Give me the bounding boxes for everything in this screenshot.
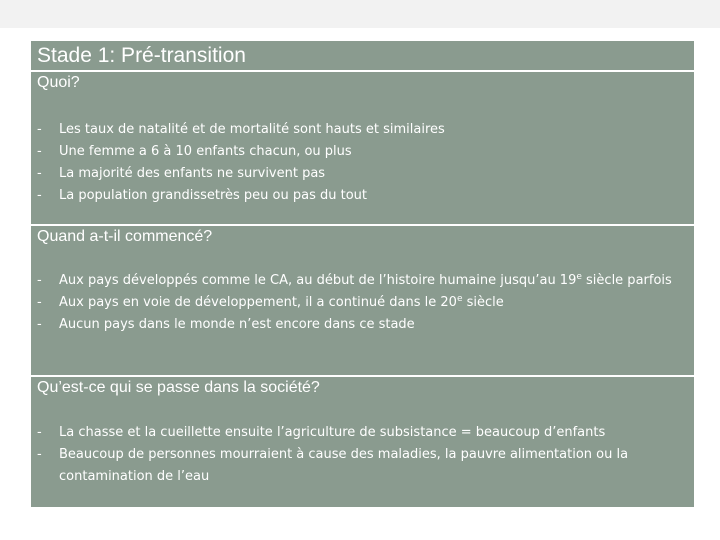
bullet-dash: -	[37, 144, 42, 159]
bullet-text: Beaucoup de personnes mourraient à cause des maladies, la pauvre alimentation ou la contamination de l’eau	[59, 447, 629, 484]
bullet-list	[31, 422, 694, 488]
list-item	[31, 270, 694, 292]
list-item	[31, 119, 694, 141]
bullet-text: La majorité des enfants ne survivent pas	[59, 166, 326, 181]
bullet-dash: -	[37, 317, 42, 332]
top-band	[0, 0, 720, 28]
slide-table	[31, 41, 694, 507]
bullet-list	[31, 270, 694, 336]
list-item	[31, 314, 694, 336]
list-item	[31, 185, 694, 207]
bullet-text: Les taux de natalité et de mortalité sont hauts et similaires	[59, 122, 445, 137]
section-heading: Quoi?	[37, 74, 80, 91]
superscript: e	[576, 272, 582, 282]
list-item	[31, 141, 694, 163]
bullet-dash: -	[37, 122, 42, 137]
bullet-dash: -	[37, 188, 42, 203]
bullet-dash: -	[37, 273, 42, 288]
bullet-dash: -	[37, 447, 42, 462]
bullet-dash: -	[37, 295, 42, 310]
bullet-dash: -	[37, 166, 42, 181]
title-row	[31, 41, 694, 72]
bullet-list	[31, 119, 694, 207]
superscript: e	[456, 294, 463, 304]
list-item	[31, 292, 694, 314]
list-item	[31, 444, 694, 488]
section-heading: Qu’est-ce qui se passe dans la société?	[37, 379, 320, 396]
bullet-text: Aux pays développés comme le CA, au début de l’histoire humaine jusqu’au 19	[59, 273, 577, 288]
section-quoi	[31, 72, 694, 226]
list-item	[31, 163, 694, 185]
bullet-text: La population grandissetrès peu ou pas du tout	[59, 188, 368, 203]
bullet-text-tail: siècle parfois	[581, 273, 672, 288]
bullet-text: La chasse et la cueillette ensuite l’agriculture de subsistance = beaucoup d’enfants	[59, 425, 606, 440]
bullet-text: Une femme a 6 à 10 enfants chacun, ou plus	[59, 144, 352, 159]
slide-title: Stade 1: Pré-transition	[37, 44, 246, 67]
bullet-dash: -	[37, 425, 42, 440]
bullet-text-tail: siècle	[462, 295, 504, 310]
section-heading: Quand a-t-il commencé?	[37, 228, 213, 245]
bullet-text: Aucun pays dans le monde n’est encore dans ce stade	[59, 317, 415, 332]
bullet-text: Aux pays en voie de développement, il a continué dans le 20	[59, 295, 457, 310]
section-societe	[31, 377, 694, 507]
section-quand	[31, 226, 694, 377]
list-item	[31, 422, 694, 444]
